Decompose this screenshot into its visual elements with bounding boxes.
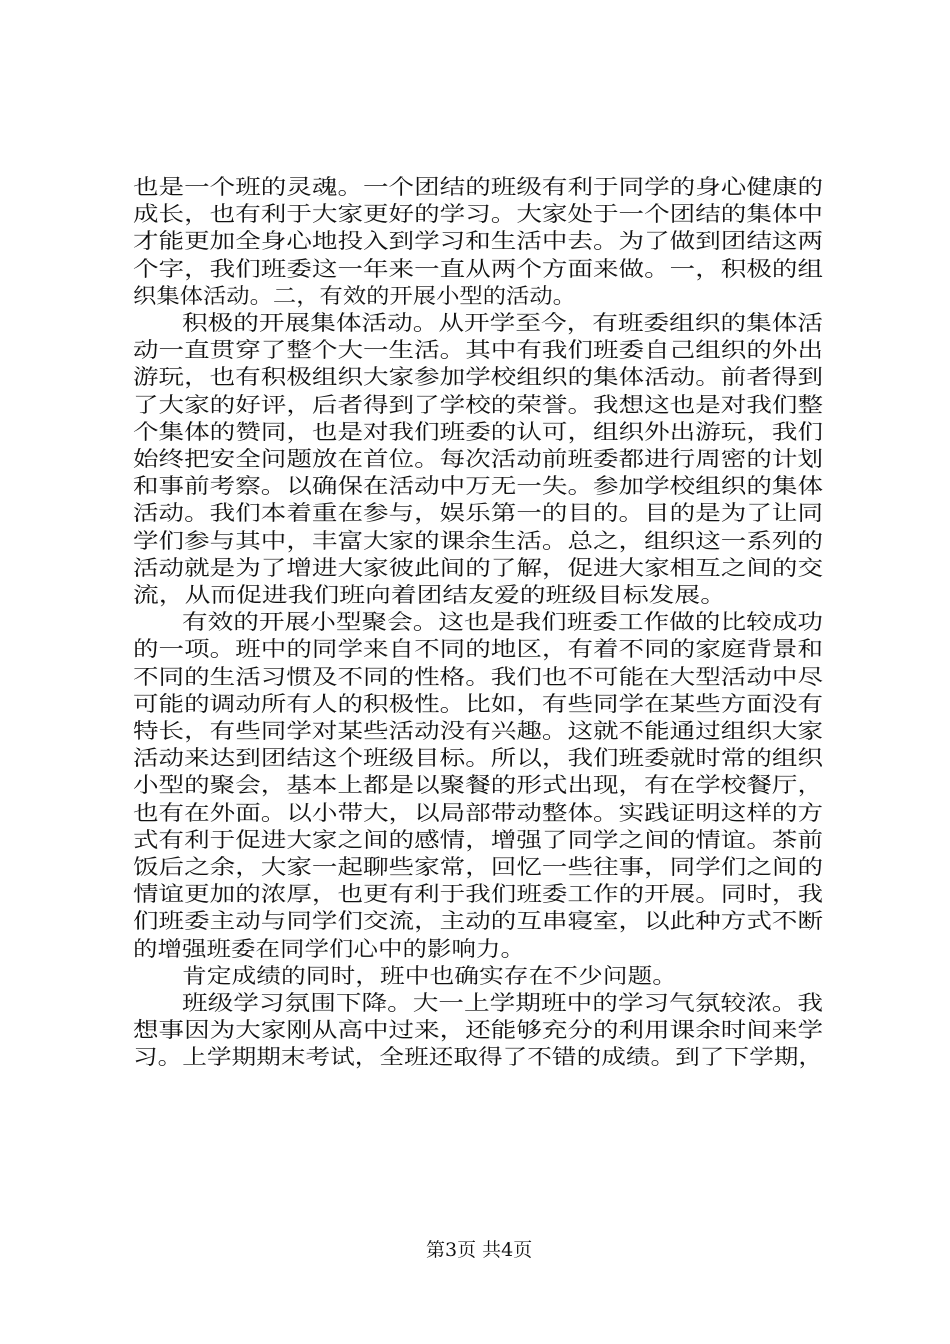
page-footer (0, 1236, 950, 1264)
text-line: 活动来达到团结这个班级目标。所以，我们班委就时常的组织 (133, 746, 823, 771)
text-line: 和事前考察。以确保在活动中万无一失。参加学校组织的集体 (133, 474, 823, 499)
text-line: 也是一个班的灵魂。一个团结的班级有利于同学的身心健康的 (133, 175, 823, 199)
text-line: 游玩，也有积极组织大家参加学校组织的集体活动。前者得到 (133, 365, 823, 390)
text-line: 式有利于促进大家之间的感情，增强了同学之间的情谊。茶前 (133, 827, 823, 852)
text-line: 个字，我们班委这一年来一直从两个方面来做。一，积极的组 (133, 256, 823, 281)
text-line: 可能的调动所有人的积极性。比如，有些同学在某些方面没有 (133, 691, 823, 716)
text-line: 们班委主动与同学们交流，主动的互串寝室，以此种方式不断 (133, 909, 823, 934)
text-line: 始终把安全问题放在首位。每次活动前班委都进行周密的计划 (133, 447, 823, 471)
paragraph-first-line: 班级学习氛围下降。大一上学期班中的学习气氛较浓。我 (182, 991, 823, 1015)
text-line: 也有在外面。以小带大，以局部带动整体。实践证明这样的方 (133, 800, 823, 825)
text-line: 活动就是为了增进大家彼此间的了解，促进大家相互之间的交 (133, 555, 823, 580)
text-line: 成长，也有利于大家更好的学习。大家处于一个团结的集体中 (133, 202, 823, 227)
text-line: 流，从而促进我们班向着团结友爱的班级目标发展。 (133, 583, 726, 607)
paragraph-first-line: 肯定成绩的同时，班中也确实存在不少问题。 (182, 963, 677, 988)
page-number: 第3页 共4页 (426, 1239, 533, 1261)
text-line: 饭后之余，大家一起聊些家常，回忆一些往事，同学们之间的 (133, 855, 823, 879)
text-line: 织集体活动。二，有效的开展小型的活动。 (133, 283, 576, 308)
text-line: 不同的生活习惯及不同的性格。我们也不可能在大型活动中尽 (133, 664, 823, 689)
text-line: 情谊更加的浓厚，也更有利于我们班委工作的开展。同时，我 (133, 882, 823, 907)
text-line: 了大家的好评，后者得到了学校的荣誉。我想这也是对我们整 (133, 392, 823, 417)
text-line: 才能更加全身心地投入到学习和生活中去。为了做到团结这两 (133, 229, 823, 254)
text-line: 想事因为大家刚从高中过来，还能够充分的利用课余时间来学 (133, 1018, 823, 1043)
text-line: 特长，有些同学对某些活动没有兴趣。这就不能通过组织大家 (133, 719, 823, 743)
text-line: 活动。我们本着重在参与，娱乐第一的目的。目的是为了让同 (133, 501, 823, 526)
text-line: 的增强班委在同学们心中的影响力。 (133, 936, 525, 961)
text-line: 动一直贯穿了整个大一生活。其中有我们班委自己组织的外出 (133, 338, 823, 363)
text-line: 的一项。班中的同学来自不同的地区，有着不同的家庭背景和 (133, 637, 823, 662)
text-line: 小型的聚会，基本上都是以聚餐的形式出现，有在学校餐厅， (133, 773, 823, 798)
text-line: 习。上学期期末考试，全班还取得了不错的成绩。到了下学期， (133, 1045, 823, 1070)
paragraph-first-line: 积极的开展集体活动。从开学至今，有班委组织的集体活 (182, 311, 823, 335)
text-line: 学们参与其中，丰富大家的课余生活。总之，组织这一系列的 (133, 528, 823, 553)
paragraph-first-line: 有效的开展小型聚会。这也是我们班委工作做的比较成功 (182, 610, 823, 635)
text-line: 个集体的赞同，也是对我们班委的认可，组织外出游玩，我们 (133, 419, 823, 444)
